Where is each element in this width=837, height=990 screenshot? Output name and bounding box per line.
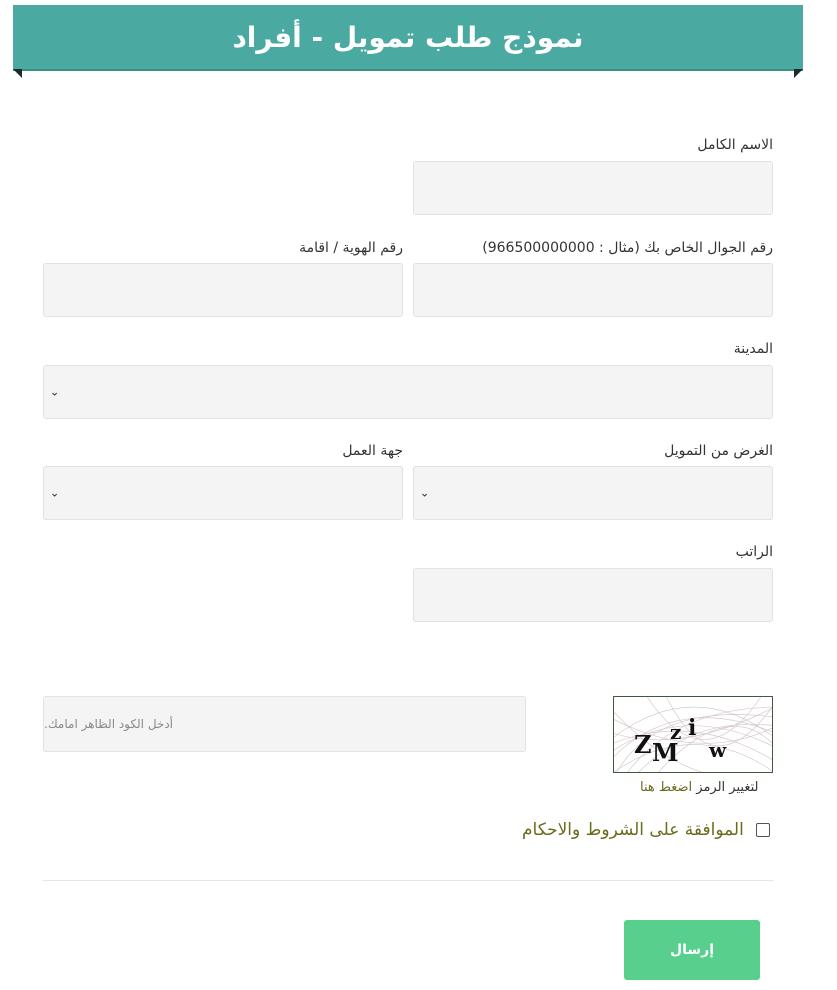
submit-button[interactable] xyxy=(624,920,760,980)
id-label: رقم الهوية / اقامة xyxy=(299,240,403,256)
captcha-char: z xyxy=(670,720,682,744)
salary-label: الراتب xyxy=(735,544,773,560)
captcha-noise xyxy=(614,697,772,772)
salary-input[interactable] xyxy=(413,568,773,622)
purpose-select[interactable] xyxy=(413,466,773,520)
id-input[interactable] xyxy=(43,263,403,317)
terms-checkbox[interactable] xyxy=(756,823,770,837)
mobile-label: رقم الجوال الخاص بك (مثال : 966500000000) xyxy=(482,240,773,256)
terms-label[interactable]: الموافقة على الشروط والاحكام xyxy=(522,820,744,840)
chevron-down-icon: ⌄ xyxy=(50,486,60,500)
mobile-input[interactable] xyxy=(413,263,773,317)
banner-fold-right xyxy=(794,69,803,78)
captcha-char: M xyxy=(652,738,679,767)
full-name-input[interactable] xyxy=(413,161,773,215)
employer-select[interactable] xyxy=(43,466,403,520)
captcha-placeholder: أدخل الكود الظاهر امامك. xyxy=(44,717,173,731)
employer-label: جهة العمل xyxy=(342,443,403,459)
captcha-change-row xyxy=(640,780,758,795)
captcha-char: Z xyxy=(634,730,652,759)
page-title: نموذج طلب تمويل - أفراد xyxy=(232,20,584,54)
full-name-label: الاسم الكامل xyxy=(697,137,773,153)
submit-label: إرسال xyxy=(669,942,715,958)
captcha-char: i xyxy=(688,715,697,741)
city-label: المدينة xyxy=(733,341,773,357)
banner-fold-left xyxy=(13,69,22,78)
terms-row xyxy=(522,818,774,842)
purpose-label: الغرض من التمويل xyxy=(664,443,773,459)
captcha-image xyxy=(613,696,773,773)
captcha-change-prefix: لتغيير الرمز xyxy=(696,780,759,795)
city-select[interactable] xyxy=(43,365,773,419)
chevron-down-icon: ⌄ xyxy=(50,385,60,399)
page-title-banner xyxy=(13,5,803,69)
divider xyxy=(43,880,774,881)
captcha-input[interactable] xyxy=(43,696,526,752)
captcha-refresh-link[interactable]: اضغط هنا xyxy=(640,780,693,795)
captcha-char: w xyxy=(709,738,727,762)
chevron-down-icon: ⌄ xyxy=(420,486,430,500)
